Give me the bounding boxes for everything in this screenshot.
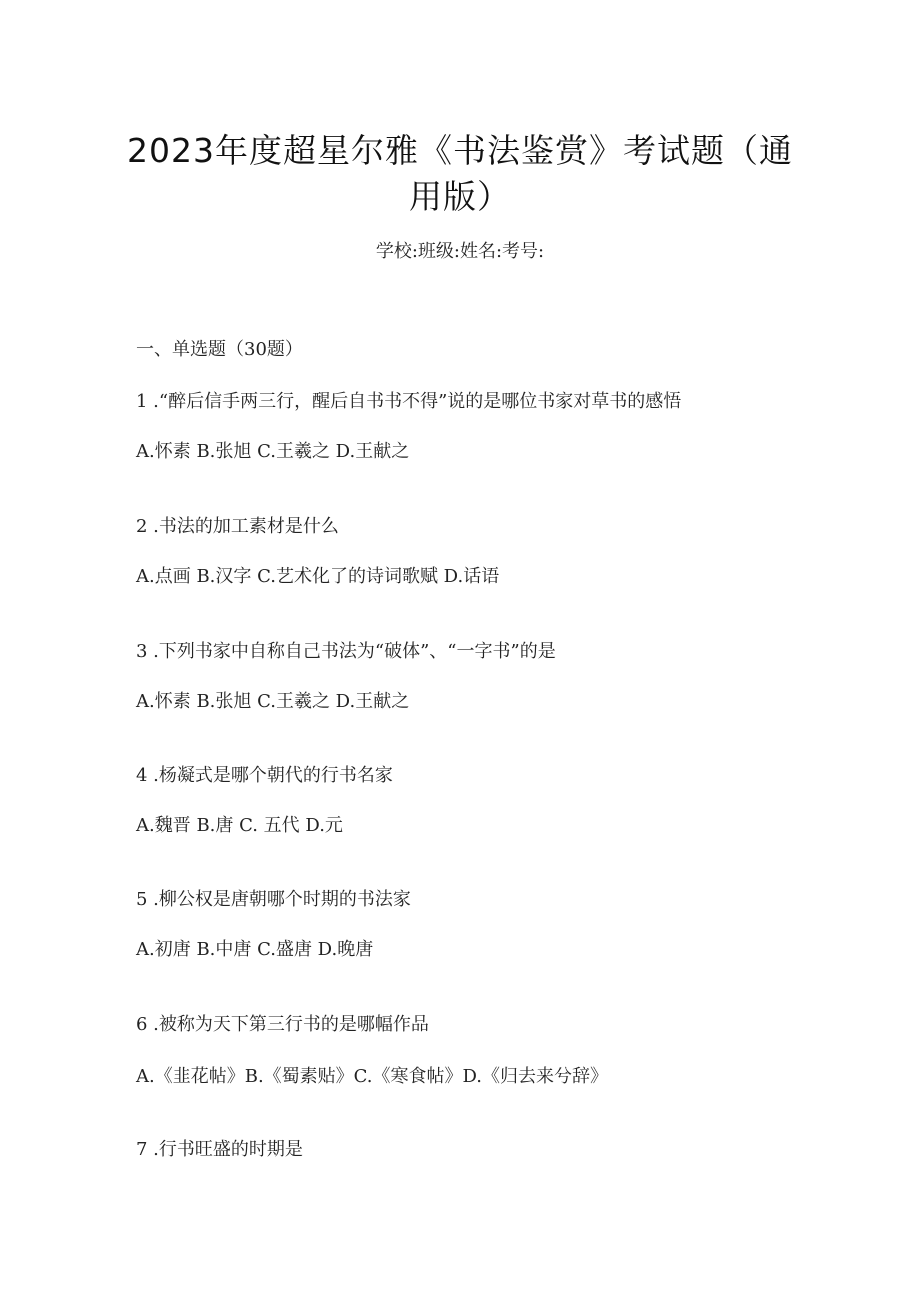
question-6-text: 6 .被称为天下第三行书的是哪幅作品	[136, 1014, 429, 1035]
page-title-line-2: 用版）	[409, 177, 511, 216]
question-6-options: A.《韭花帖》B.《蜀素贴》C.《寒食帖》D.《归去来兮辞》	[136, 1066, 609, 1087]
question-4-options: A.魏晋 B.唐 C. 五代 D.元	[136, 815, 343, 836]
question-5-text: 5 .柳公权是唐朝哪个时期的书法家	[136, 889, 411, 910]
question-3-text: 3 .下列书家中自称自己书法为“破体”、“一字书”的是	[136, 641, 556, 662]
question-1-text: 1 .“醉后信手两三行，醒后自书书不得”说的是哪位书家对草书的感悟	[136, 391, 682, 412]
question-7-text: 7 .行书旺盛的时期是	[136, 1139, 303, 1160]
question-2-text: 2 .书法的加工素材是什么	[136, 516, 339, 537]
question-5-options: A.初唐 B.中唐 C.盛唐 D.晚唐	[136, 939, 374, 960]
section-heading: 一、单选题（30题）	[136, 339, 303, 360]
question-2-options: A.点画 B.汉字 C.艺术化了的诗词歌赋 D.话语	[136, 566, 500, 587]
question-4-text: 4 .杨凝式是哪个朝代的行书名家	[136, 765, 393, 786]
question-1-options: A.怀素 B.张旭 C.王羲之 D.王献之	[136, 441, 410, 462]
question-3-options: A.怀素 B.张旭 C.王羲之 D.王献之	[136, 691, 410, 712]
student-info-line: 学校:班级:姓名:考号:	[375, 241, 545, 262]
page-title-line-1: 2023年度超星尔雅《书法鉴赏》考试题（通	[127, 131, 793, 170]
